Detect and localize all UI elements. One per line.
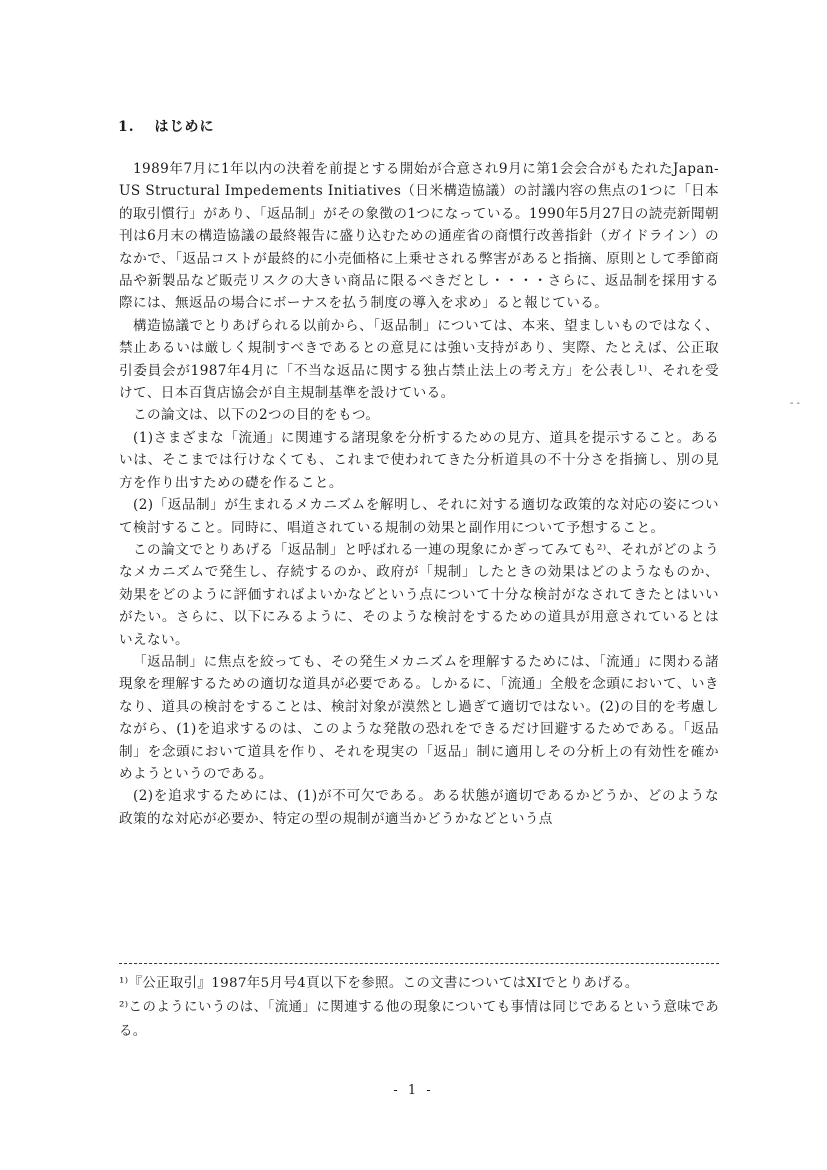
paragraph-method: 「返品制」に焦点を絞っても、その発生メカニズムを理解するためには、「流通」に関わる諸現象を理解するための適切な道具が必要である。しかるに、「流通」全般を念頭において、いきなり、道具の検討をすることは、検討対象が漠然とし過ぎて適切ではない。(2)の目的を考慮しながら、(1)を追求するのは、このような発散の恐れをできるだけ回避するためである。「返品制」を念頭において道具を作り、それを現実の「返品」制に適用しその分析上の有効性を確かめようというのである。 xyxy=(119,653,719,782)
paragraph-necessity: (2)を追求するためには、(1)が不可欠である。ある状態が適切であるかどうか、どのような政策的な対応が必要か、特定の型の規制が適当かどうかなどという点 xyxy=(119,788,719,827)
section-number: 1. xyxy=(118,119,135,135)
body-text xyxy=(119,158,719,830)
paragraph-scope: この論文でとりあげる「返品制」と呼ばれる一連の現象にかぎってみても²⁾、それがどのようなメカニズムで発生し、存続するのか、政府が「規制」したときの効果はどのようなものか、効果をどのように評価すればよいかなどという点について十分な検討がなされてきたとはいいがたい。さらに、以下にみるように、そのような検討をするための道具が用意されているとはいえない。 xyxy=(119,541,719,648)
paragraph-purpose-1: (1)さまざまな「流通」に関連する諸現象を分析するための見方、道具を提示すること。あるいは、そこまでは行けなくても、これまで使われてきた分析道具の不十分さを指摘し、別の見方を作り出すための礎を作ること。 xyxy=(119,429,719,491)
footnote-divider xyxy=(119,963,719,964)
paragraph-purpose: この論文は、以下の2つの目的をもつ。 xyxy=(133,407,380,424)
paragraph-intro: 1989年7月に1年以内の決着を前提とする開始が合意され9月に第1会会合がもたれたJapan-US Structural Impedements Initiatives（日米構造協議）の討議内容の焦点の1つに「日本的取引慣行」があり、「返品制」がその象徴の1つになっている。1990年5月27日の読売新聞朝刊は6月末の構造協議の最終報告に盛り込むための通産省の商慣行改善指針（ガイドライン）のなかで、「返品コストが最終的に小売価格に上乗せされる弊害があると指摘、原則として季節商品や新製品など販売リスクの大きい商品に限るべきだとし・・・・さらに、返品制を採用する際には、無返品の場合にボーナスを払う制度の導入を求め」ると報じている。 xyxy=(119,161,719,312)
paragraph-background: 構造協議でとりあげられる以前から、「返品制」については、本来、望ましいものではなく、禁止あるいは厳しく規制すべきであるとの意見には強い支持があり、実際、たとえば、公正取引委員会が1987年4月に「不当な返品に関する独占禁止法上の考え方」を公表し¹⁾、それを受けて、日本百貨店協会が自主規制基準を設けている。 xyxy=(119,317,719,402)
section-title: はじめに xyxy=(154,119,215,135)
section-heading xyxy=(118,116,215,136)
margin-mark: - - xyxy=(790,398,800,409)
page-number: - 1 - xyxy=(393,1083,434,1098)
footnote-2: ²⁾このようにいうのは、「流通」に関連する他の現象についても事情は同じであるという意味である。 xyxy=(119,1000,719,1039)
footnote-1: ¹⁾『公正取引』1987年5月号4頁以下を参照。この文書についてはXIでとりあげる。 xyxy=(119,976,639,991)
footnotes xyxy=(119,972,719,1044)
paragraph-purpose-2: (2)「返品制」が生まれるメカニズムを解明し、それに対する適切な政策的な対応の姿について検討すること。同時に、唱道されている規制の効果と副作用について予想すること。 xyxy=(119,497,719,536)
